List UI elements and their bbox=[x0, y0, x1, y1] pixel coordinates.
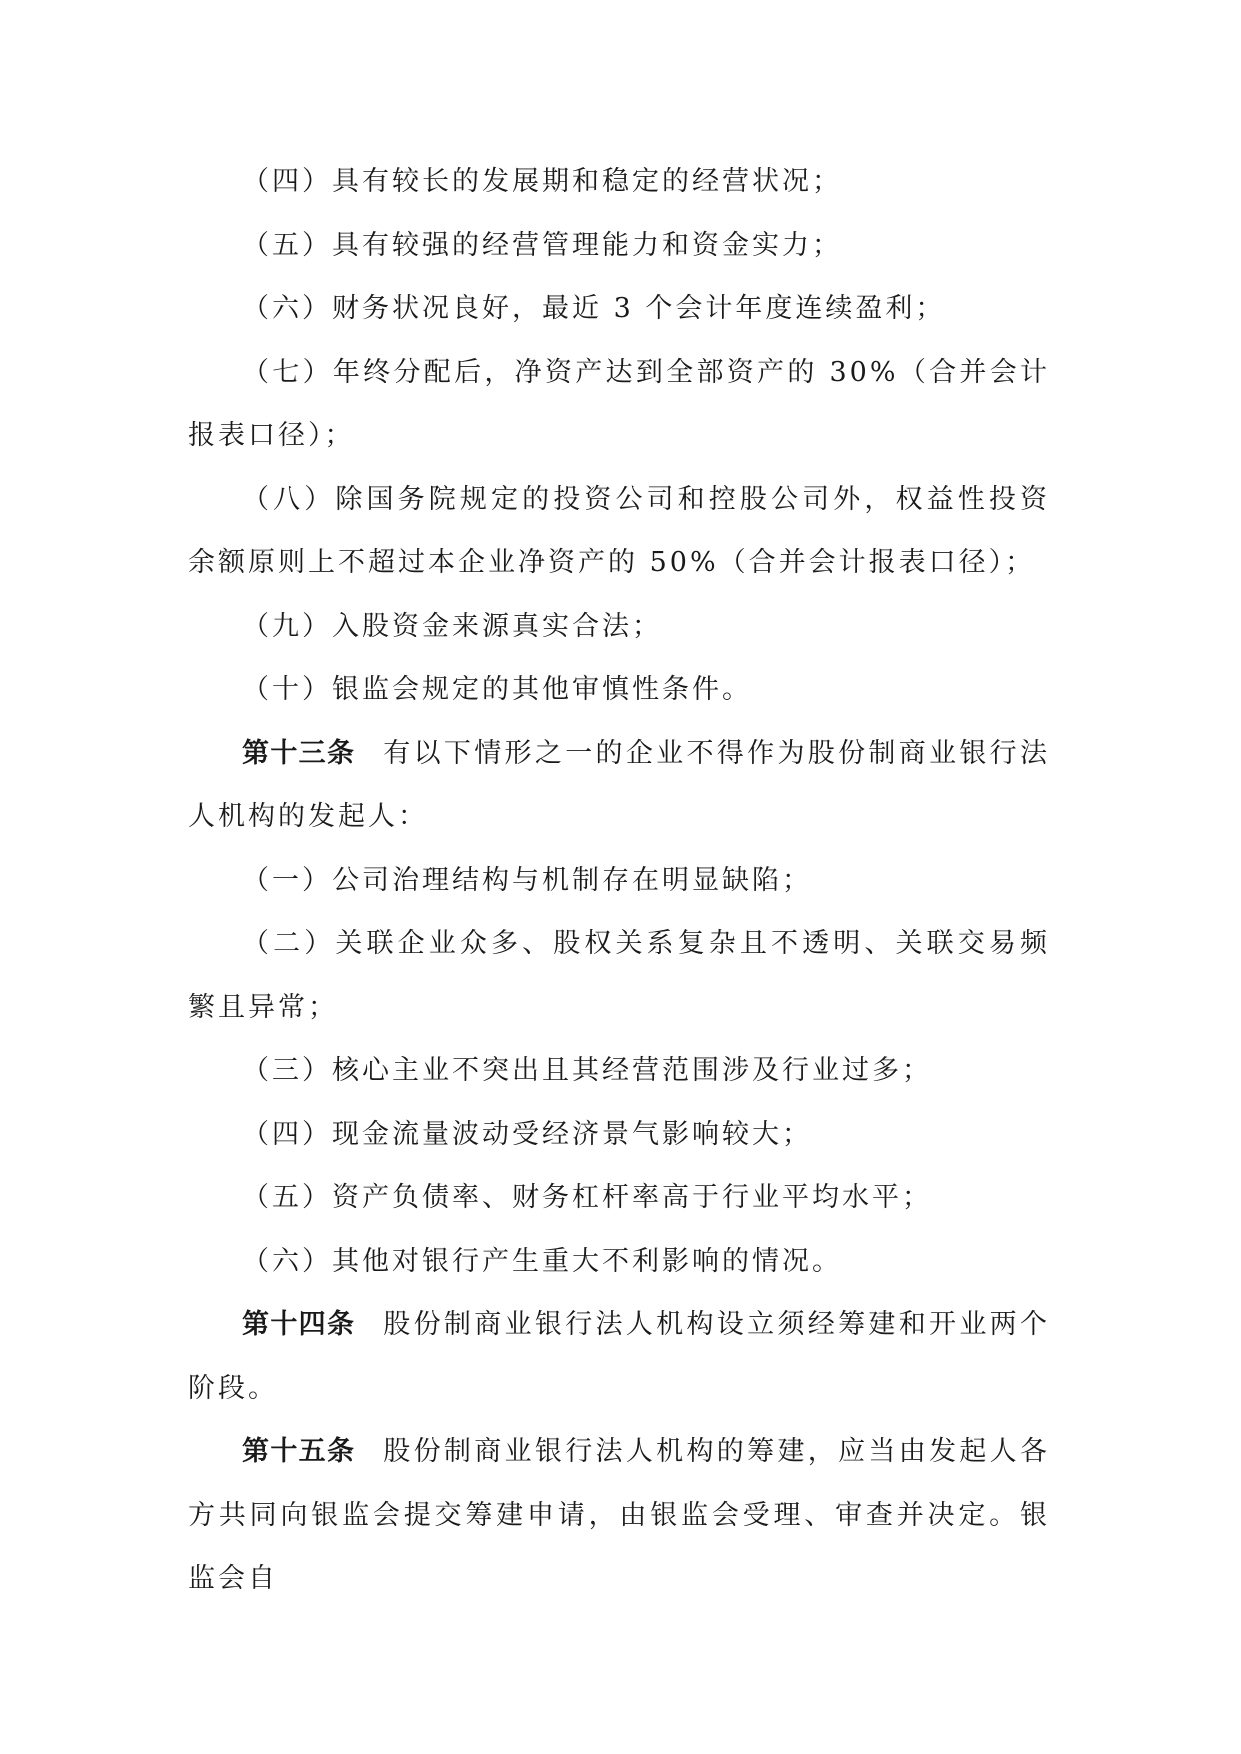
article-15 bbox=[188, 1420, 1050, 1611]
article-14 bbox=[188, 1293, 1050, 1420]
article-13-item-3: （三）核心主业不突出且其经营范围涉及行业过多； bbox=[242, 1055, 932, 1086]
list-item-6: （六）财务状况良好，最近 3 个会计年度连续盈利； bbox=[242, 293, 946, 324]
list-item-7: （七）年终分配后，净资产达到全部资产的 30%（合并会计报表口径）； bbox=[188, 356, 1050, 451]
article-13-item-2: （二）关联企业众多、股权关系复杂且不透明、关联交易频繁且异常； bbox=[188, 928, 1050, 1023]
list-item-9: （九）入股资金来源真实合法； bbox=[242, 610, 662, 642]
article-15-text: 股份制商业银行法人机构的筹建，应当由发起人各方共同向银监会提交筹建申请，由银监会受理、审查并决定。银监会自 bbox=[188, 1436, 1051, 1594]
article-13-text: 有以下情形之一的企业不得作为股份制商业银行法人机构的发起人： bbox=[188, 737, 1051, 832]
article-13-item-1: （一）公司治理结构与机制存在明显缺陷； bbox=[242, 864, 812, 896]
article-14-heading: 第十四条 bbox=[242, 1309, 356, 1340]
article-13 bbox=[188, 722, 1050, 849]
article-13-heading: 第十三条 bbox=[242, 737, 356, 769]
list-item-10: （十）银监会规定的其他审慎性条件。 bbox=[242, 674, 752, 705]
article-14-text: 股份制商业银行法人机构设立须经筹建和开业两个阶段。 bbox=[188, 1309, 1051, 1404]
article-13-item-5: （五）资产负债率、财务杠杆率高于行业平均水平； bbox=[242, 1182, 932, 1213]
article-13-item-6: （六）其他对银行产生重大不利影响的情况。 bbox=[242, 1245, 842, 1277]
article-15-heading: 第十五条 bbox=[242, 1436, 356, 1467]
article-13-item-4: （四）现金流量波动受经济景气影响较大； bbox=[242, 1118, 812, 1150]
list-item-5: （五）具有较强的经营管理能力和资金实力； bbox=[242, 229, 842, 261]
list-item-4: （四）具有较长的发展期和稳定的经营状况； bbox=[242, 166, 842, 197]
document-body bbox=[188, 150, 1050, 1611]
list-item-8: （八）除国务院规定的投资公司和控股公司外，权益性投资余额原则上不超过本企业净资产的 50%（合并会计报表口径）； bbox=[188, 483, 1050, 578]
